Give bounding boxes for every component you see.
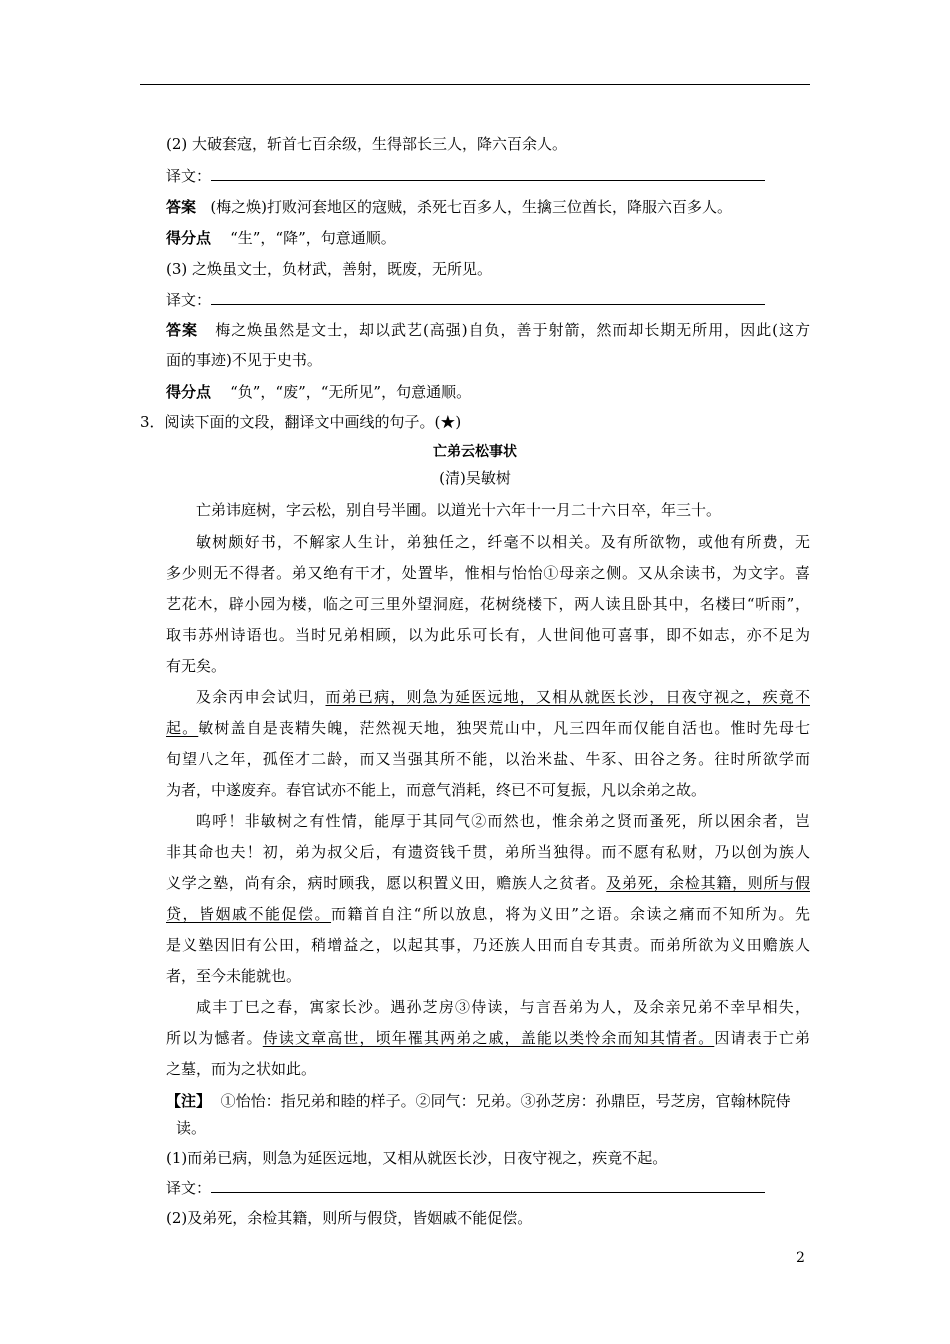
scoring-points-row-3 [166, 382, 471, 402]
footnote-label: 【注】 [166, 1092, 212, 1110]
passage-text: 所以为憾者。 [166, 1029, 263, 1047]
passage-line [166, 1028, 810, 1048]
passage-line [166, 904, 810, 924]
passage-line: 多少则无不得者。弟又绝有干才，处置毕，惟相与怡怡①母亲之侧。又从余读书，为文字。喜 [166, 564, 810, 582]
passage-line: 敏树颇好书，不解家人生计，弟独任之，纤毫不以相关。及有所欲物，或他有所费，无 [196, 533, 810, 551]
answer-row-2 [166, 197, 732, 217]
passage-line: 艺花木，辟小园为楼，临之可三里外望洞庭，花树绕楼下，两人读且卧其中，名楼曰“听雨”， [166, 595, 810, 613]
question-item-2: (2) 大破套寇，斩首七百余级，生得部长三人，降六百余人。 [166, 135, 568, 153]
translation-label: 译文： [166, 1179, 212, 1197]
scoring-points-row-2 [166, 228, 396, 248]
passage-paragraph-1: 亡弟讳庭树，字云松，别自号半圃。以道光十六年十一月二十六日卒，年三十。 [196, 501, 722, 519]
scoring-points-text: “生”，“降”，句意通顺。 [230, 229, 396, 247]
scoring-points-label: 得分点 [166, 383, 212, 401]
scoring-points-label: 得分点 [166, 229, 212, 247]
translation-label: 译文： [166, 167, 212, 185]
sub-question-1: (1)而弟已病，则急为延医远地，又相从就医长沙，日夜守视之，疾竟不起。 [166, 1149, 668, 1167]
passage-author: (清)吴敏树 [439, 469, 511, 487]
sub-question-2: (2)及弟死，余检其籍，则所与假贷，皆姻戚不能促偿。 [166, 1209, 533, 1227]
question-3-instruction: 3．阅读下面的文段，翻译文中画线的句子。(★) [140, 413, 462, 431]
page-number: 2 [796, 1250, 805, 1266]
answer-text-continued: 面的事迹)不见于史书。 [166, 351, 322, 369]
translation-label: 译文： [166, 291, 212, 309]
passage-text: 因请表于亡弟 [714, 1029, 810, 1047]
header-rule [140, 84, 810, 85]
passage-line: 非其命也夫！初，弟为叔父后，有遗资钱千贯，弟所当独得。而不愿有私财，乃以创为族人 [166, 843, 810, 861]
answer-row-3 [166, 320, 810, 340]
passage-line [166, 718, 810, 738]
underlined-sentence-1-end: 起。 [166, 719, 199, 737]
passage-line [166, 873, 810, 893]
translation-blank [211, 166, 765, 181]
passage-line: 为者，中遂废弃。春官试亦不能上，而意气消耗，终已不可复振，凡以余弟之故。 [166, 781, 707, 799]
passage-line: 者，至今未能就也。 [166, 967, 302, 985]
passage-line: 之墓，而为之状如此。 [166, 1060, 317, 1078]
footnote-text-continued: 读。 [176, 1119, 207, 1137]
passage-title: 亡弟云松事状 [433, 444, 517, 460]
underlined-sentence-2-end: 贷，皆姻戚不能促偿。 [166, 905, 332, 923]
passage-line: 取韦苏州诗语也。当时兄弟相顾，以为此乐可长有，人世间他可喜事，即不如志，亦不足为 [166, 626, 810, 644]
translation-blank-row [166, 166, 765, 186]
passage-line: 咸丰丁巳之春，寓家长沙。遇孙芝房③侍读，与言吾弟为人，及余亲兄弟不幸早相失， [196, 998, 810, 1016]
passage-text: 义学之塾，尚有余，病时顾我，愿以积置义田，赡族人之贫者。 [166, 874, 607, 892]
translation-blank-row [166, 1178, 765, 1198]
passage-line: 有无矣。 [166, 657, 227, 675]
passage-line: 是义塾因旧有公田，稍增益之，以起其事，乃还族人田而自专其责。而弟所欲为义田赡族人 [166, 936, 810, 954]
underlined-sentence-3: 侍读文章高世，顷年罹其两弟之戚，盖能以类怜余而知其情者。 [262, 1029, 715, 1047]
underlined-sentence-2: 及弟死，余检其籍，则所与假 [606, 874, 810, 892]
scoring-points-text: “负”，“废”，“无所见”，句意通顺。 [230, 383, 472, 401]
footnote [166, 1091, 791, 1111]
passage-line: 旬望八之年，孤侄才二龄，而又当强其所不能，以治米盐、牛豕、田谷之务。往时所欲学而 [166, 750, 810, 768]
question-item-3: (3) 之焕虽文士，负材武，善射，既废，无所见。 [166, 260, 493, 278]
answer-label: 答案 [166, 198, 197, 216]
answer-label: 答案 [166, 321, 198, 339]
translation-blank-row [166, 290, 765, 310]
passage-text: 而籍首自注“所以放息，将为义田”之语。余读之痛而不知所为。先 [331, 905, 810, 923]
footnote-text: ①怡怡：指兄弟和睦的样子。②同气：兄弟。③孙芝房：孙鼎臣，号芝房，官翰林院侍 [220, 1092, 791, 1110]
passage-line [196, 687, 810, 707]
passage-line: 呜呼！非敏树之有性情，能厚于其同气②而然也，惟余弟之贤而蚤死，所以困余者，岂 [196, 812, 810, 830]
answer-text: (梅之焕)打败河套地区的寇贼，杀死七百多人，生擒三位酋长，降服六百多人。 [210, 198, 733, 216]
passage-text: 及余丙申会试归， [196, 688, 326, 706]
translation-blank [211, 290, 765, 305]
answer-text: 梅之焕虽然是文士，却以武艺(高强)自负，善于射箭，然而却长期无所用，因此(这方 [215, 321, 810, 339]
underlined-sentence-1: 而弟已病，则急为延医远地，又相从就医长沙，日夜守视之，疾竟不 [325, 688, 810, 706]
passage-text: 敏树盖自是丧精失魄，茫然视天地，独哭荒山中，凡三四年而仅能自活也。惟时先母七 [198, 719, 810, 737]
translation-blank [211, 1178, 765, 1193]
